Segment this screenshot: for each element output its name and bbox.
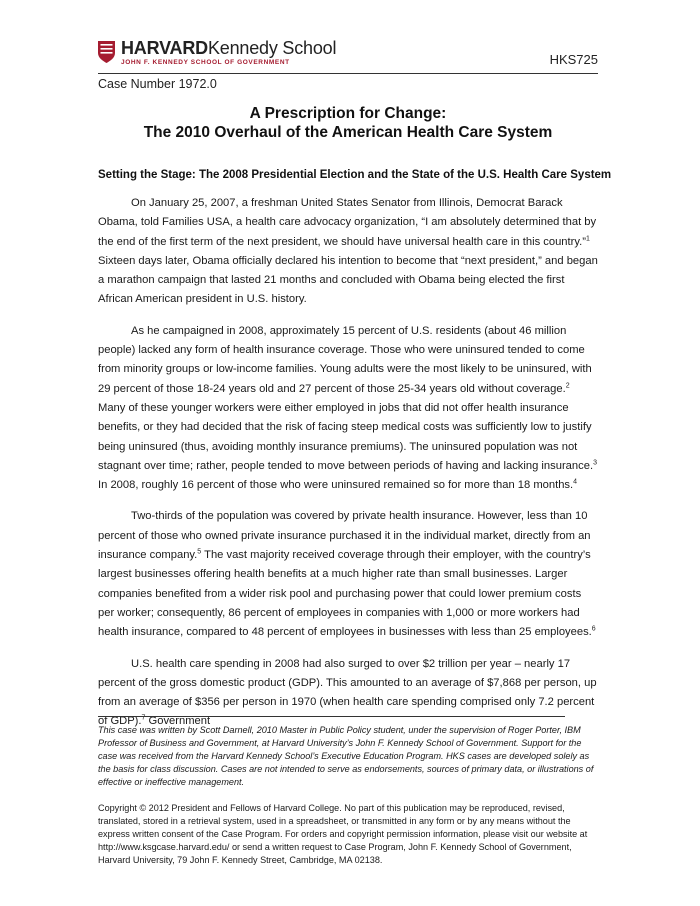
body-text (98, 194, 598, 744)
footnote-ref: 1 (585, 234, 590, 242)
footnote-divider (98, 716, 565, 717)
paragraph-text: Government (145, 715, 211, 728)
paragraph-text: Two-thirds of the population was covered by private health insurance. However, less than 10 percent of those who owned private insurance purchased it in the individual market, directly from an insurance company. (98, 510, 591, 562)
footnote-ref: 3 (593, 459, 597, 467)
copyright-notice: Copyright © 2012 President and Fellows of Harvard College. No part of this publication may be reproduced, revised, translated, stored in a retrieval system, used in a spreadsheet, or transmitted in any form or by any means without the express written consent of the Case Program. For orders and copyright permission information, please visit our website at http://www.ksgcase.harvard.edu/ or send a written request to Case Program, John F. Kennedy School of Government, Harvard University, 79 John F. Kennedy Street, Cambridge, MA 02138. (98, 803, 588, 865)
paragraph-text: In 2008, roughly 16 percent of those who were uninsured remained so for more than 18 months. (98, 479, 574, 492)
case-code: HKS725 (549, 52, 598, 67)
school-logo-text (121, 38, 336, 58)
paragraph-text: On January 25, 2007, a freshman United States Senator from Illinois, Democrat Barack Obama, told Families USA, a health care advocacy organization, “I am absolutely determined that by the end of the first term of the next president, we should have universal health care in this country.” (98, 197, 597, 248)
paragraph-text: Many of these younger workers were either employed in jobs that did not offer health insurance benefits, or they had decided that the risk of facing steep medical costs was sufficiently low to justify being uninsured (thus, avoiding monthly insurance premiums). The uninsured population was not stagnant over time; rather, people tended to move between periods of having and lacking insurance. (98, 401, 594, 472)
page-header (98, 38, 598, 72)
paragraph-text: The vast majority received coverage through their employer, with the country’s largest businesses offering health benefits at a much higher rate than small businesses. Larger companies benefited from a wider risk pool and purchasing power that could lower premium costs per worker; consequently, 86 percent of employees in companies with 1,000 or more workers had health insurance, compared to 48 percent of employees in businesses with less than 25 employees. (98, 549, 592, 639)
footnote-ref: 6 (591, 625, 596, 633)
school-logo-subtitle: JOHN F. KENNEDY SCHOOL OF GOVERNMENT (121, 59, 290, 66)
footnote-ref: 2 (565, 381, 570, 389)
paragraph-text: U.S. health care spending in 2008 had also surged to over $2 trillion per year – nearly 17 percent of the gross domestic product (GDP). This amounted to an average of $7,868 per person, up from an average of $356 per person in 1970 (when health care spending comprised only 7.2 percent of GDP). (98, 657, 597, 728)
document-title (98, 104, 598, 142)
paragraph-1 (98, 194, 598, 310)
school-logo-bold: HARVARD (121, 38, 208, 58)
authorship-note: This case was written by Scott Darnell, 2010 Master in Public Policy student, under the supervision of Roger Porter, IBM Professor of Business and Government, at Harvard University’s John F. Kennedy School of Government. Support for the case was received from the Harvard Kennedy School’s Executive Education Program. HKS cases are developed solely as the basis for class discussion. Cases are not intended to serve as endorsements, sources of primary data, or illustrations of effective or ineffective management. (98, 725, 594, 787)
paragraph-text: Sixteen days later, Obama officially declared his intention to become that “next president,” and began a marathon campaign that lasted 21 months and concluded with Obama being elected the first African American president in U.S. history. (98, 254, 598, 306)
footnote-ref: 4 (573, 478, 578, 486)
harvard-shield-icon (98, 41, 115, 63)
paragraph-text: As he campaigned in 2008, approximately 15 percent of U.S. residents (about 46 million people) lacked any form of health insurance coverage. Those who were uninsured tended to come from minority groups or low-income families. Young adults were the most likely to be uninsured, with 29 percent of those 18-24 years old and 27 percent of those 25-34 years old without coverage. (98, 324, 592, 395)
footnote-ref: 7 (141, 714, 146, 722)
paragraph-2 (98, 322, 598, 496)
footnote-ref: 5 (197, 548, 202, 556)
case-number: Case Number 1972.0 (98, 77, 217, 91)
paragraph-3 (98, 507, 598, 642)
school-logo-name: Kennedy School (207, 38, 337, 58)
section-heading: Setting the Stage: The 2008 Presidential Election and the State of the U.S. Health Care System (98, 169, 612, 181)
title-line-2: The 2010 Overhaul of the American Health Care System (143, 124, 553, 141)
title-line-1: A Prescription for Change: (249, 105, 447, 122)
header-divider (98, 73, 598, 74)
paragraph-4 (98, 655, 598, 732)
